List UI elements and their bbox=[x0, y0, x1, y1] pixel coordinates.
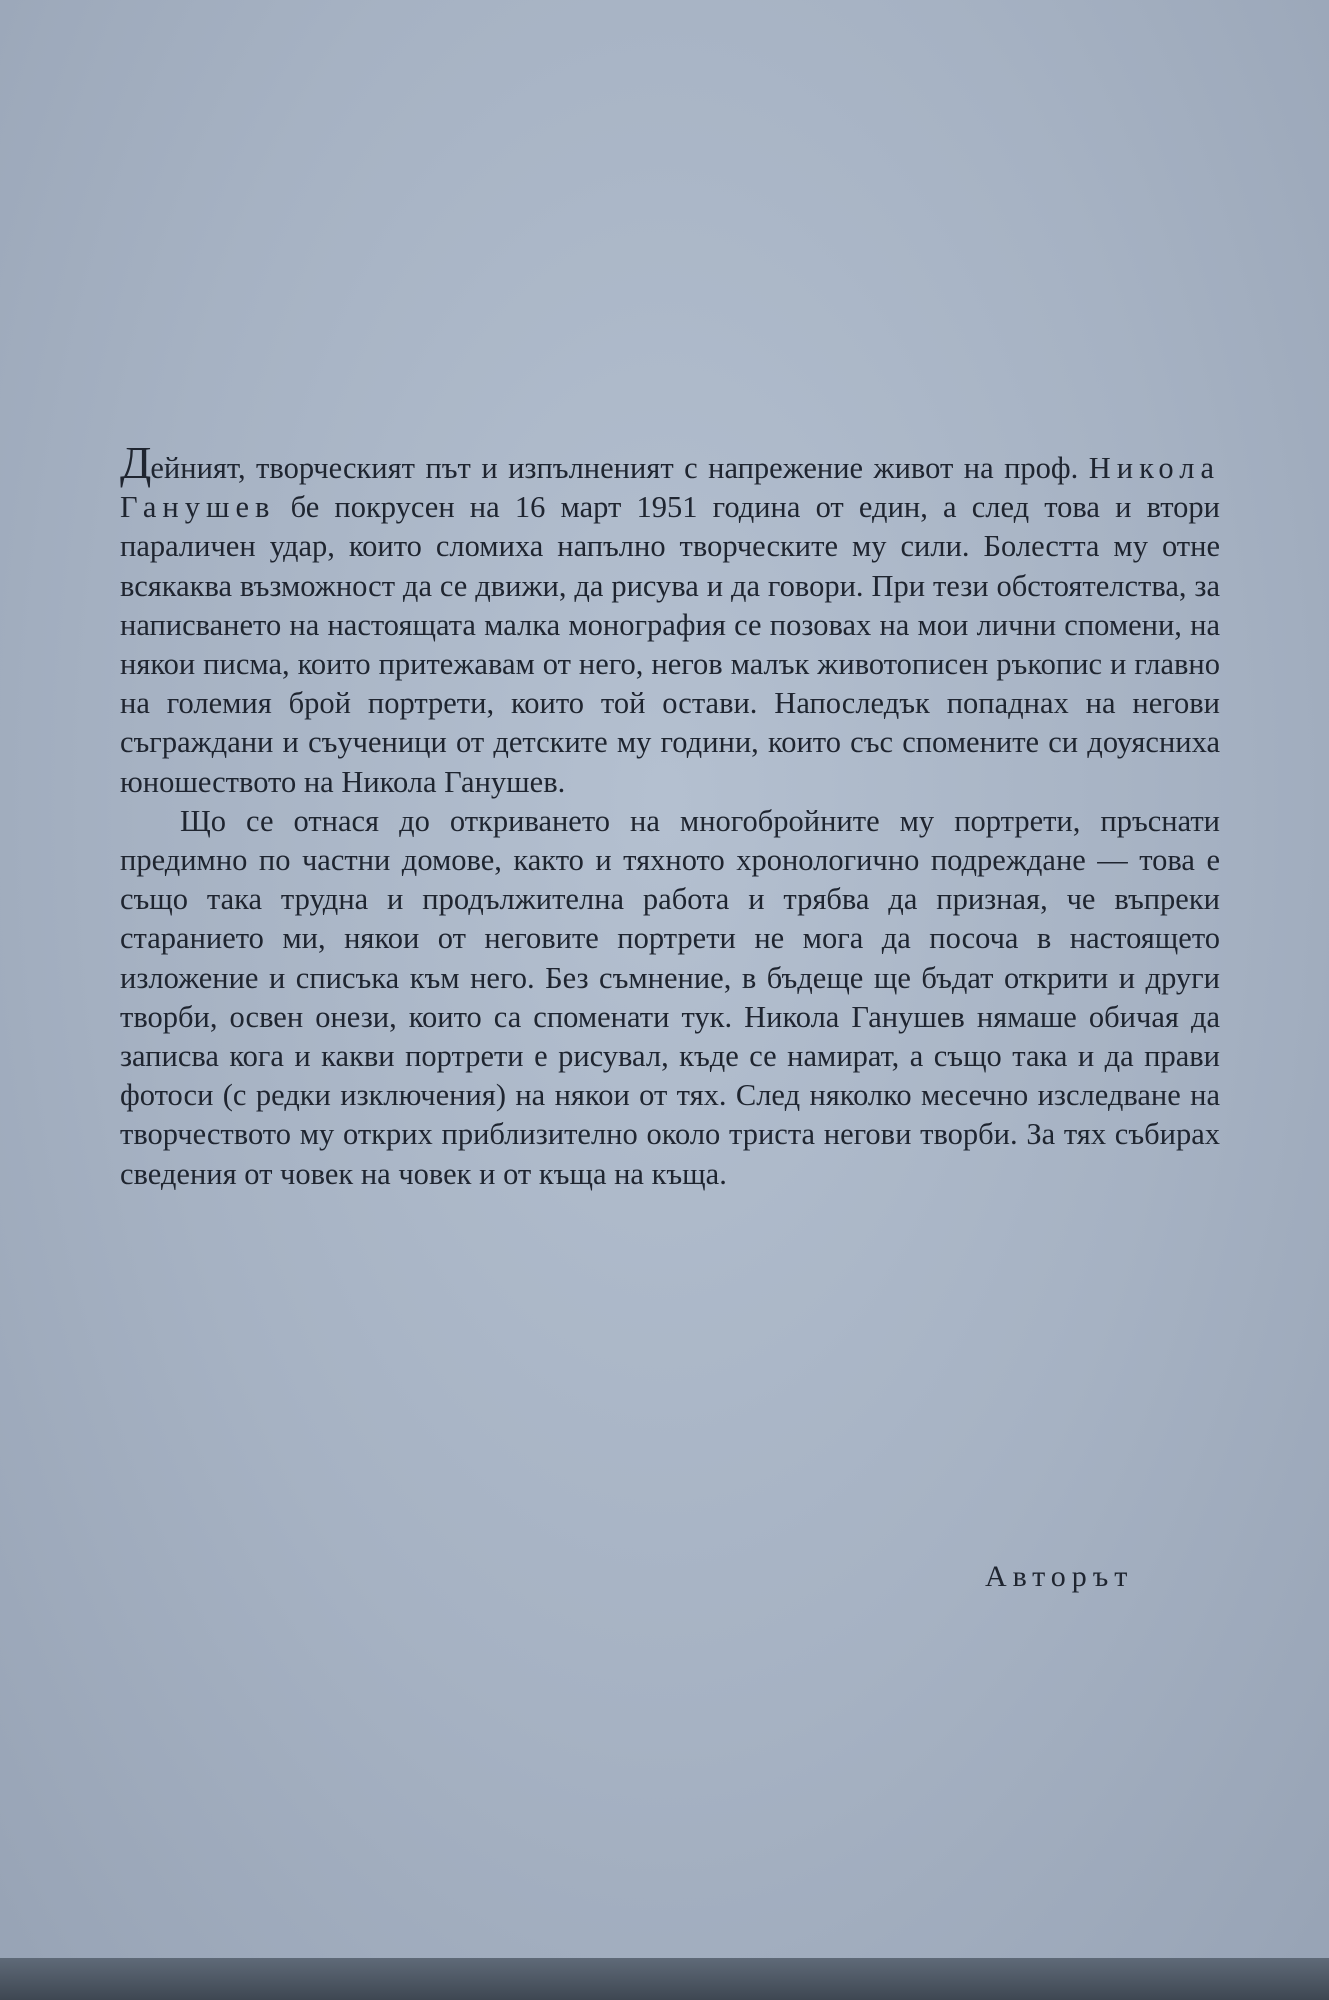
author-name-spaced: Никола Ганушев bbox=[120, 451, 1220, 525]
drop-initial: Д bbox=[120, 437, 151, 488]
paragraph-2: Що се отнася до откриването на многобройните му портрети, пръснати предимно по частни домове, както и тяхното хронологично подреждане — това е също така трудна и продължителна работа и трябва да призная, че въпреки старанието ми, някои от неговите портрети не мога да посоча в настоящето изложение и списъка към него. Без съмнение, в бъдеще ще бъдат открити и други творби, освен онези, които са споменати тук. Никола Ганушев нямаше обичая да записва кога и какви портрети е рисувал, къде се намират, а също така и да прави фотоси (с редки изключения) на някои от тях. След няколко месечно изследване на творчеството му открих приблизително около триста негови творби. За тях събирах сведения от човек на човек и от къща на къща. bbox=[120, 803, 1220, 1191]
paragraph-1 bbox=[120, 437, 1220, 802]
paragraph-1-text-b: бе покрусен на 16 март 1951 година от един, а след това и втори параличен удар, които сломиха напълно творческите му сили. Болестта му отне всякаква възможност да се движи, да рисува и да говори. При тези обстоятелства, за написването на настоящата малка монография се позовах на мои лични спомени, на някои писма, които притежавам от него, негов малък животописен ръкопис и главно на големия брой портрети, които той остави. Напоследък попаднах на негови съграждани и съученици от детските му години, които със спомените си доуясниха юношеството на Никола Ганушев. bbox=[120, 490, 1220, 799]
body-text bbox=[120, 437, 1220, 1194]
paragraph-1-text-a: ейният, творческият път и изпълненият с напрежение живот на проф. bbox=[150, 451, 1089, 485]
signature: Авторът bbox=[985, 1560, 1134, 1593]
page-bottom-edge bbox=[0, 1958, 1329, 2000]
